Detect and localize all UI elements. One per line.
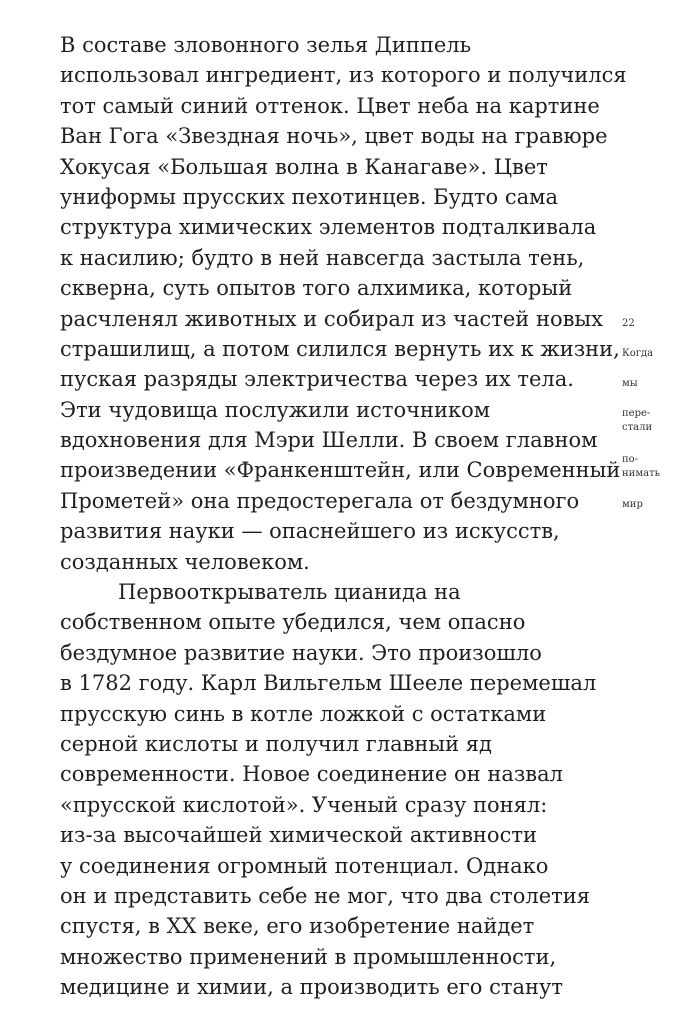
text-line: множество применений в промышленности, (60, 944, 557, 969)
running-title-part: мир (622, 499, 643, 510)
running-title-part: Когда (622, 348, 654, 359)
text-line: серной кислоты и получил главный яд (60, 731, 492, 756)
text-line: он и представить себе не мог, что два столетия (60, 883, 591, 908)
running-title-part: стали (622, 422, 653, 433)
text-line: Эти чудовища послужили источником (60, 397, 491, 422)
text-line: Ван Гога «Звездная ночь», цвет воды на гравюре (60, 124, 608, 149)
text-line: современности. Новое соединение он назвал (60, 762, 563, 787)
text-line: страшилищ, а потом силился вернуть их к жизни, (60, 336, 620, 361)
running-title-part: нимать (622, 468, 661, 479)
text-line: медицине и химии, а производить его станут (60, 975, 563, 1000)
paragraph-first-line: Первооткрыватель цианида на (118, 580, 461, 605)
text-line: созданных человеком. (60, 549, 310, 574)
text-line: в 1782 году. Карл Вильгельм Шееле перемешал (60, 671, 597, 696)
running-title-part: пере- (622, 408, 651, 419)
text-line: использовал ингредиент, из которого и получился (60, 63, 627, 88)
text-line: тот самый синий оттенок. Цвет неба на картине (60, 93, 600, 118)
text-line: вдохновения для Мэри Шелли. В своем главном (60, 428, 598, 453)
text-line: прусскую синь в котле ложкой с остатками (60, 701, 547, 726)
text-line: из-за высочайшей химической активности (60, 823, 537, 848)
text-line: структура химических элементов подталкивала (60, 215, 597, 240)
text-line: спустя, в XX веке, его изобретение найдет (60, 914, 535, 939)
text-line: развития науки — опаснейшего из искусств, (60, 519, 560, 544)
text-line: произведении «Франкенштейн, или Современный (60, 458, 621, 483)
text-line: В составе зловонного зелья Диппель (60, 33, 472, 57)
text-line: скверна, суть опытов того алхимика, который (60, 276, 573, 301)
text-line: униформы прусских пехотинцев. Будто сама (60, 184, 558, 209)
body-text (60, 30, 627, 1003)
text-line: к насилию; будто в ней навсегда застыла тень, (60, 245, 585, 270)
running-title-part: по- (622, 454, 639, 465)
text-line: собственном опыте убедился, чем опасно (60, 610, 526, 635)
text-line: Прометей» она предостерегала от бездумного (60, 488, 580, 513)
text-line: у соединения огромный потенциал. Однако (60, 853, 549, 878)
text-line: пуская разряды электричества через их тела. (60, 367, 574, 392)
text-line: расчленял животных и собирал из частей новых (60, 306, 603, 331)
text-line: бездумное развитие науки. Это произошло (60, 640, 542, 665)
text-line: «прусской кислотой». Ученый сразу понял: (60, 792, 548, 817)
page-number: 22 (622, 318, 635, 329)
running-title-part: мы (622, 378, 638, 389)
text-line: Хокусая «Большая волна в Канагаве». Цвет (60, 154, 548, 179)
